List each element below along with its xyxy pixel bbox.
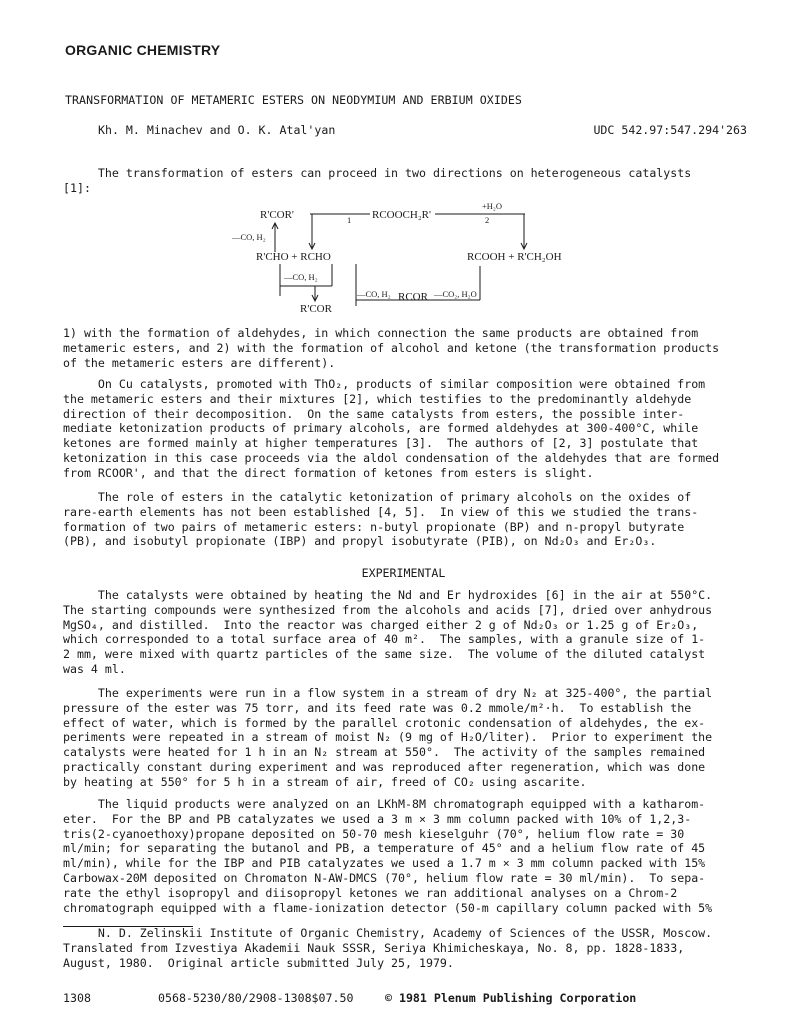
text-line: The role of esters in the catalytic ketonization of primary alcohols on the oxides of — [63, 490, 692, 504]
text-line: periments were repeated in a stream of moist N₂ (9 mg of H₂O/liter). Prior to experiment the — [63, 730, 713, 745]
text-line: mediate ketonization products of primary alcohols, are formed aldehydes at 300-400°C, while — [63, 421, 699, 436]
text-line: direction of their decomposition. On the same catalysts from esters, the possible inter- — [63, 406, 685, 421]
text-line: eter. For the BP and PB catalyzates we used a 3 m × 3 mm column packed with 10% of 1,2,3- — [63, 811, 692, 826]
scheme-rcor-bottom: R'COR — [300, 303, 332, 315]
text-line: The starting compounds were synthesized from the alcohols and acids [7], dried over anhydrous — [63, 602, 713, 617]
text-line: 1) with the formation of aldehydes, in which connection the same products are obtained from — [63, 326, 699, 340]
scheme-acid-alcohol: RCOOH + R'CH₂OH — [467, 251, 562, 263]
text-line: 2 mm, were mixed with quartz particles of the same size. The volume of the diluted catalyst — [63, 647, 706, 662]
paragraph-experiments — [63, 686, 753, 790]
scheme-co-h2-mid: —CO, H₂ — [284, 272, 318, 282]
text-line: formation of two pairs of metameric esters: n-butyl propionate (BP) and n-propyl butyrate — [63, 519, 685, 534]
text-line: tris(2-cyanoethoxy)propane deposited on 50-70 mesh kieselguhr (70°, helium flow rate = 30 — [63, 826, 685, 841]
authors: Kh. M. Minachev and O. K. Atal'yan — [98, 123, 336, 137]
scheme-co-h2-right: —CO, H₂ — [357, 289, 391, 299]
text-line: metameric esters, and 2) with the formation of alcohol and ketone (the transformation products — [63, 340, 720, 355]
text-line: was 4 ml. — [63, 661, 126, 676]
paragraph-role-of-esters — [63, 490, 753, 549]
text-line: ketones are formed mainly at higher temperatures [3]. The authors of [2, 3] postulate that — [63, 436, 699, 451]
experimental-heading: EXPERIMENTAL — [361, 566, 446, 580]
section-heading: ORGANIC CHEMISTRY — [65, 42, 221, 58]
text-line: rate the ethyl isopropyl and diisopropyl ketones we ran additional analyses on a Chrom-2 — [63, 885, 678, 900]
text-line: Translated from Izvestiya Akademii Nauk SSSR, Seriya Khimicheskaya, No. 8, pp. 1828-1833, — [63, 940, 685, 955]
text-line: The experiments were run in a flow system in a stream of dry N₂ at 325-400°, the partial — [63, 686, 713, 700]
reaction-scheme — [220, 196, 562, 318]
scheme-arrow-2: 2 — [485, 215, 490, 225]
scheme-water: +H₂O — [482, 201, 503, 211]
text-line: Carbowax-20M deposited on Chromaton N-AW-DMCS (70°, helium flow rate = 30 ml/min). To sepa- — [63, 870, 706, 885]
text-line: rare-earth elements has not been established [4, 5]. In view of this we studied the trans- — [63, 504, 699, 519]
text-line: On Cu catalysts, promoted with ThO₂, products of similar composition were obtained from — [63, 377, 706, 391]
text-line: N. D. Zelinskii Institute of Organic Chemistry, Academy of Sciences of the USSR, Moscow. — [63, 926, 713, 940]
paragraph-directions — [63, 326, 753, 370]
text-line: from RCOOR', and that the direct formation of ketones from esters is slight. — [63, 465, 594, 480]
paragraph-cu-catalysts — [63, 377, 753, 481]
text-line: ml/min; for separating the butanol and PB, a temperature of 45° and a helium flow rate of 45 — [63, 841, 706, 856]
text-line: ml/min), while for the IBP and PIB catalyzates we used a 1.7 m × 3 mm column packed with 15% — [63, 856, 706, 871]
text-line: August, 1980. Original article submitted July 25, 1979. — [63, 955, 454, 970]
text-line: effect of water, which is formed by the parallel crotonic condensation of aldehydes, the ex- — [63, 715, 706, 730]
text-line: The catalysts were obtained by heating the Nd and Er hydroxides [6] in the air at 550°C. — [63, 588, 713, 602]
text-line: [1]: — [63, 180, 91, 195]
paragraph-analysis — [63, 797, 753, 915]
paragraph-catalysts — [63, 588, 753, 677]
intro-paragraph — [63, 166, 753, 196]
text-line: MgSO₄, and distilled. Into the reactor was charged either 2 g of Nd₂O₃ or 1.25 g of Er₂O₃, — [63, 617, 699, 632]
text-line: by heating at 550° for 5 h in a stream of air, freed of CO₂ using ascarite. — [63, 774, 587, 789]
text-line: practically constant during experiment and was reproduced after regeneration, which was done — [63, 759, 706, 774]
scheme-aldehydes: R'CHO + RCHO — [256, 251, 331, 263]
scheme-rcor-top: R'COR' — [260, 209, 294, 221]
scheme-ester: RCOOCH₂R' — [372, 209, 431, 221]
scheme-co2-h2o: —CO₂, H₂O — [434, 289, 477, 299]
text-line: pressure of the ester was 75 torr, and its feed rate was 0.2 mmole/m²·h. To establish the — [63, 700, 692, 715]
text-line: chromatograph equipped with a flame-ionization detector (50-m capillary column packed with 5% — [63, 900, 713, 915]
article-code: 0568-5230/80/2908-1308$07.50 — [158, 991, 354, 1005]
text-line: The transformation of esters can proceed in two directions on heterogeneous catalysts — [63, 166, 692, 180]
udc-code: UDC 542.97:547.294'263 — [593, 123, 747, 137]
text-line: of the metameric esters are different). — [63, 355, 336, 370]
page-number: 1308 — [63, 991, 91, 1005]
footnote — [63, 926, 753, 970]
text-line: ketonization in this case proceeds via the aldol condensation of the aldehydes that are formed — [63, 450, 720, 465]
text-line: (PB), and isobutyl propionate (IBP) and propyl isobutyrate (PIB), on Nd₂O₃ and Er₂O₃. — [63, 534, 657, 549]
article-title: TRANSFORMATION OF METAMERIC ESTERS ON NEODYMIUM AND ERBIUM OXIDES — [65, 93, 522, 107]
scheme-rcor-right: RCOR — [398, 291, 428, 303]
scheme-co-h2-left: —CO, H₂ — [232, 232, 266, 242]
text-line: The liquid products were analyzed on an LKhM-8M chromatograph equipped with a katharom- — [63, 797, 706, 811]
scheme-arrow-1: 1 — [347, 215, 352, 225]
text-line: catalysts were heated for 1 h in an N₂ stream at 550°. The activity of the samples remained — [63, 745, 706, 760]
text-line: which corresponded to a total surface area of 40 m². The samples, with a granule size of 1- — [63, 632, 706, 647]
copyright: © 1981 Plenum Publishing Corporation — [385, 991, 637, 1005]
text-line: the metameric esters and their mixtures [2], which testifies to the predominantly aldehyde — [63, 391, 692, 406]
